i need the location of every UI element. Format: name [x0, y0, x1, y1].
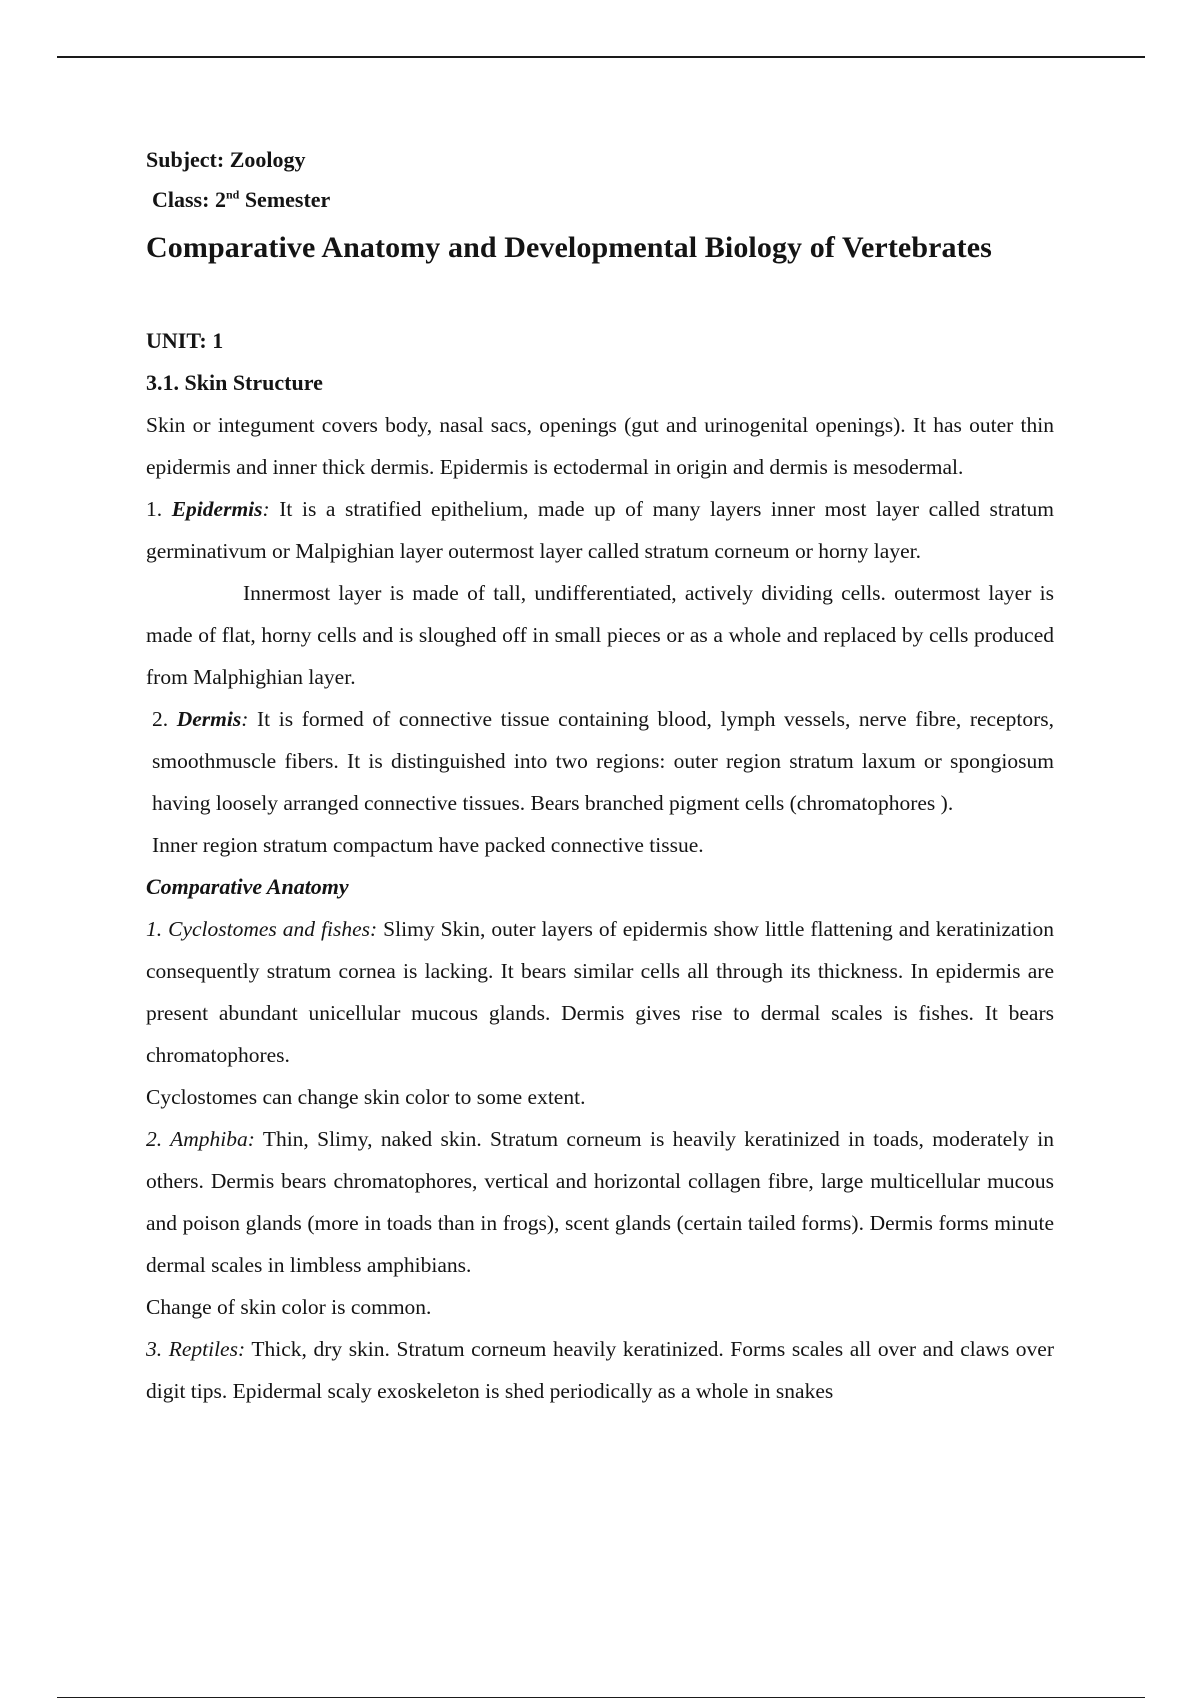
subject-line: Subject: Zoology	[146, 147, 306, 172]
inner-region-paragraph: Inner region stratum compactum have packed connective tissue.	[152, 833, 704, 857]
epidermis-paragraph	[146, 488, 1054, 572]
comparative-anatomy-heading: Comparative Anatomy	[146, 874, 349, 899]
dermis-number: 2.	[152, 707, 177, 731]
innermost-paragraph: Innermost layer is made of tall, undifferentiated, actively dividing cells. outermost layer is made of flat, horny cells and is sloughed off in small pieces or as a whole and replaced by cells produced from Malphighian layer.	[146, 581, 1054, 689]
amphiba-note: Change of skin color is common.	[146, 1295, 432, 1319]
class-line	[146, 180, 1054, 220]
reptiles-label: 3. Reptiles:	[146, 1337, 246, 1361]
epidermis-number: 1.	[146, 497, 172, 521]
amphiba-paragraph	[146, 1118, 1054, 1286]
dermis-text: It is formed of connective tissue containing blood, lymph vessels, nerve fibre, receptors, smoothmuscle fibers. It is distinguished into two regions: outer region stratum laxum or spongiosum having loosely arranged connective tissues. Bears branched pigment cells (chromatophores ).	[152, 707, 1055, 815]
epidermis-colon: :	[262, 497, 270, 521]
class-suffix: Semester	[239, 187, 331, 212]
cyclostomes-paragraph	[146, 908, 1054, 1076]
amphiba-text: Thin, Slimy, naked skin. Stratum corneum is heavily keratinized in toads, moderately in others. Dermis bears chromatophores, vertical and horizontal collagen fibre, large multicellular mucous and poison glands (more in toads than in frogs), scent glands (certain tailed forms). Dermis forms minute dermal scales in limbless amphibians.	[146, 1127, 1055, 1277]
reptiles-text: Thick, dry skin. Stratum corneum heavily keratinized. Forms scales all over and claws over digit tips. Epidermal scaly exoskeleton is shed periodically as a whole in snakes	[146, 1337, 1055, 1403]
bottom-rule	[57, 1697, 1145, 1698]
cyclostomes-label: 1. Cyclostomes and fishes:	[146, 917, 378, 941]
class-superscript: nd	[225, 187, 240, 202]
section-heading: 3.1. Skin Structure	[146, 370, 323, 395]
amphiba-label: 2. Amphiba:	[146, 1127, 255, 1151]
top-rule	[57, 56, 1145, 58]
intro-paragraph: Skin or integument covers body, nasal sacs, openings (gut and urinogenital openings). It has outer thin epidermis and inner thick dermis. Epidermis is ectodermal in origin and dermis is mesodermal.	[146, 413, 1054, 479]
epidermis-text: It is a stratified epithelium, made up of many layers inner most layer called stratum germinativum or Malpighian layer outermost layer called stratum corneum or horny layer.	[146, 497, 1055, 563]
class-prefix: Class: 2	[152, 187, 226, 212]
dermis-colon: :	[241, 707, 249, 731]
dermis-paragraph	[146, 698, 1054, 824]
document-title: Comparative Anatomy and Developmental Biology of Vertebrates	[146, 231, 992, 264]
unit-heading: UNIT: 1	[146, 328, 224, 353]
document-page	[146, 140, 1054, 1412]
reptiles-paragraph	[146, 1328, 1054, 1412]
epidermis-term: Epidermis	[171, 497, 263, 521]
cyclostomes-note: Cyclostomes can change skin color to some extent.	[146, 1085, 586, 1109]
cyclostomes-text: Slimy Skin, outer layers of epidermis show little flattening and keratinization consequently stratum cornea is lacking. It bears similar cells all through its thickness. In epidermis are present abundant unicellular mucous glands. Dermis gives rise to dermal scales is fishes. It bears chromatophores.	[146, 917, 1054, 1067]
dermis-term: Dermis	[176, 707, 242, 731]
